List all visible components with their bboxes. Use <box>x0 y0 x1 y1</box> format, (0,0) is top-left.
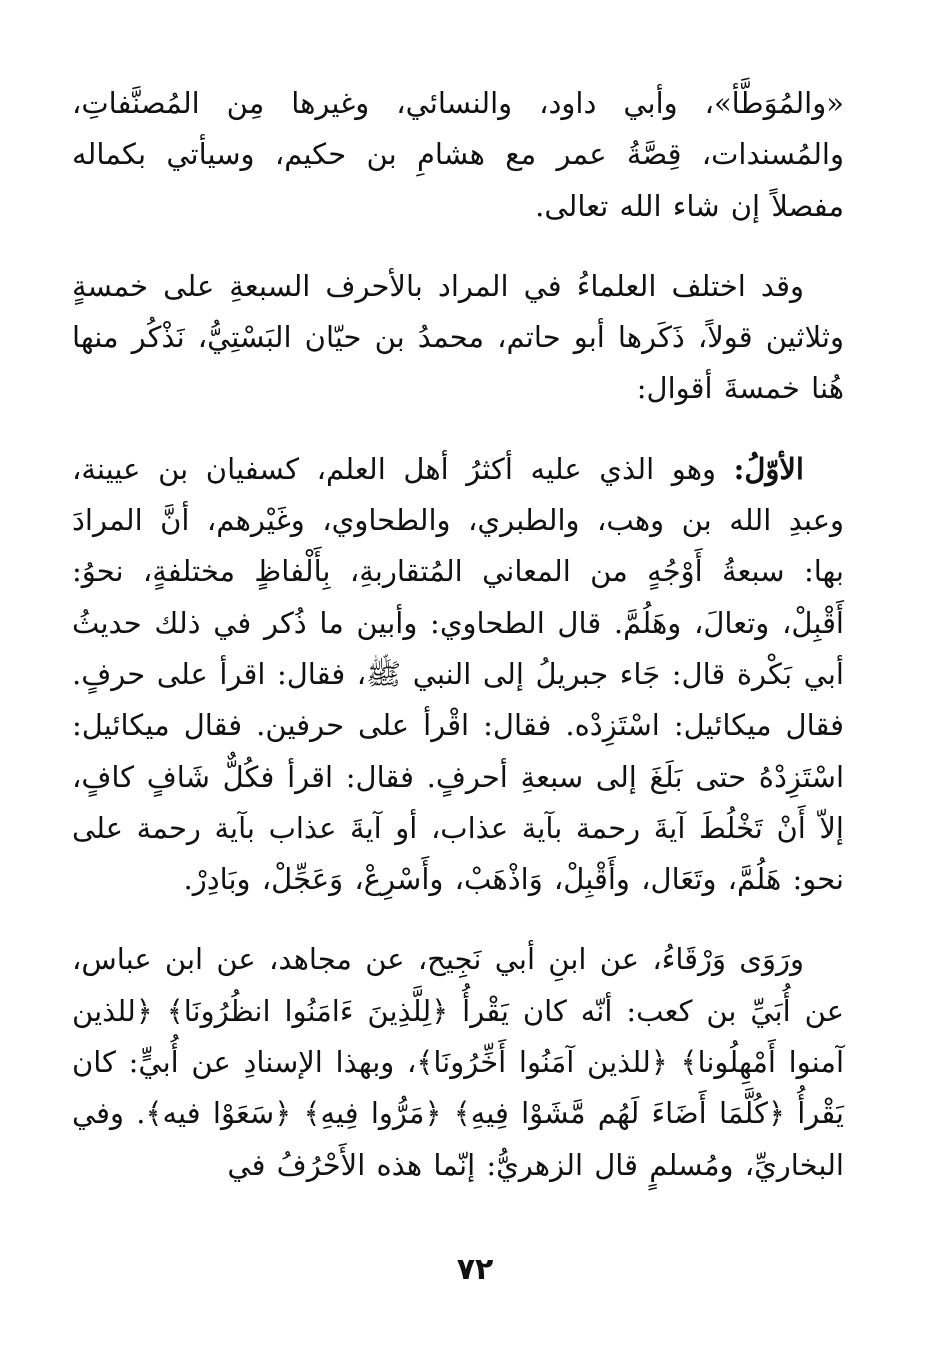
paragraph-2: وقد اختلف العلماءُ في المراد بالأحرف السبعةِ على خمسةٍ وثلاثين قولاً، ذَكَرها أبو حاتم، محمدُ بن حيّان البَسْتِيُّ، نَذْكُر منها هُنا خمسةَ أقوال: <box>72 268 844 406</box>
page-body <box>72 78 844 1191</box>
paragraph-1: «والمُوَطَّأ»، وأبي داود، والنسائي، وغيرها مِن المُصنَّفاتِ، والمُسندات، قِصَّةُ عمر مع هشامِ بن حكيم، وسيأتي بكماله مفصلاً إن شاء الله تعالى. <box>72 86 844 223</box>
paragraph-3-lead: الأوّلُ: <box>733 451 804 486</box>
page-number: ٧٢ <box>456 1252 494 1287</box>
paragraph-3 <box>72 444 844 906</box>
paragraph-3-body: وهو الذي عليه أكثرُ أهل العلم، كسفيان بن عيينة، وعبدِ الله بن وهب، والطبري، والطحاوي، وغَيْرهم، أنَّ المرادَ بها: سبعةُ أَوْجُهٍ من المعاني المُتقاربةِ، بِأَلْفاظٍ مختلفةٍ، نحوُ: أَقْبِلْ، وتعالَ، وهَلُمَّ. قال الطحاوي: وأبين ما ذُكر في ذلك حديثُ أبي بَكْرة قال: جَاء جبريلُ إلى النبي ﷺ، فقال: اقرأ على حرفٍ. فقال ميكائيل: اسْتَزِدْه. فقال: اقْرأ على حرفين. فقال ميكائيل: اسْتَزِدْهُ حتى بَلَغَ إلى سبعةِ أحرفٍ. فقال: اقرأ فكُلٌّ شَافٍ كافٍ، إلاّ أَنْ تَخْلُطَ آيةَ رحمة بآية عذاب، أو آيةَ عذاب بآية رحمة على نحو: هَلُمَّ، وتَعَال، وأَقْبِلْ، وَاذْهَبْ، وأَسْرِعْ، وَعَجِّلْ، وبَادِرْ. <box>72 451 844 897</box>
paragraph-4: ورَوَى وَرْقَاءُ، عن ابنِ أبي نَجِيح، عن مجاهد، عن ابن عباس، عن أُبَيِّ بن كعب: أنّه كان يَقْرأُ ﴿لِلَّذِينَ ءَامَنُوا انظُرُونَا﴾ ﴿للذين آمنوا أَمْهِلُونا﴾ ﴿للذين آمَنُوا أَخِّرُونَا﴾، وبهذا الإسنادِ عن أُبيٍّ: كان يَقْرأُ ﴿كُلَّمَا أَضَاءَ لَهُم مَّشَوْا فِيهِ﴾ ﴿مَرُّوا فِيهِ﴾ ﴿سَعَوْا فيه﴾. وفي البخاريِّ، ومُسلمٍ قال الزهريُّ: إنّما هذه الأَحْرُفُ في <box>72 942 844 1182</box>
